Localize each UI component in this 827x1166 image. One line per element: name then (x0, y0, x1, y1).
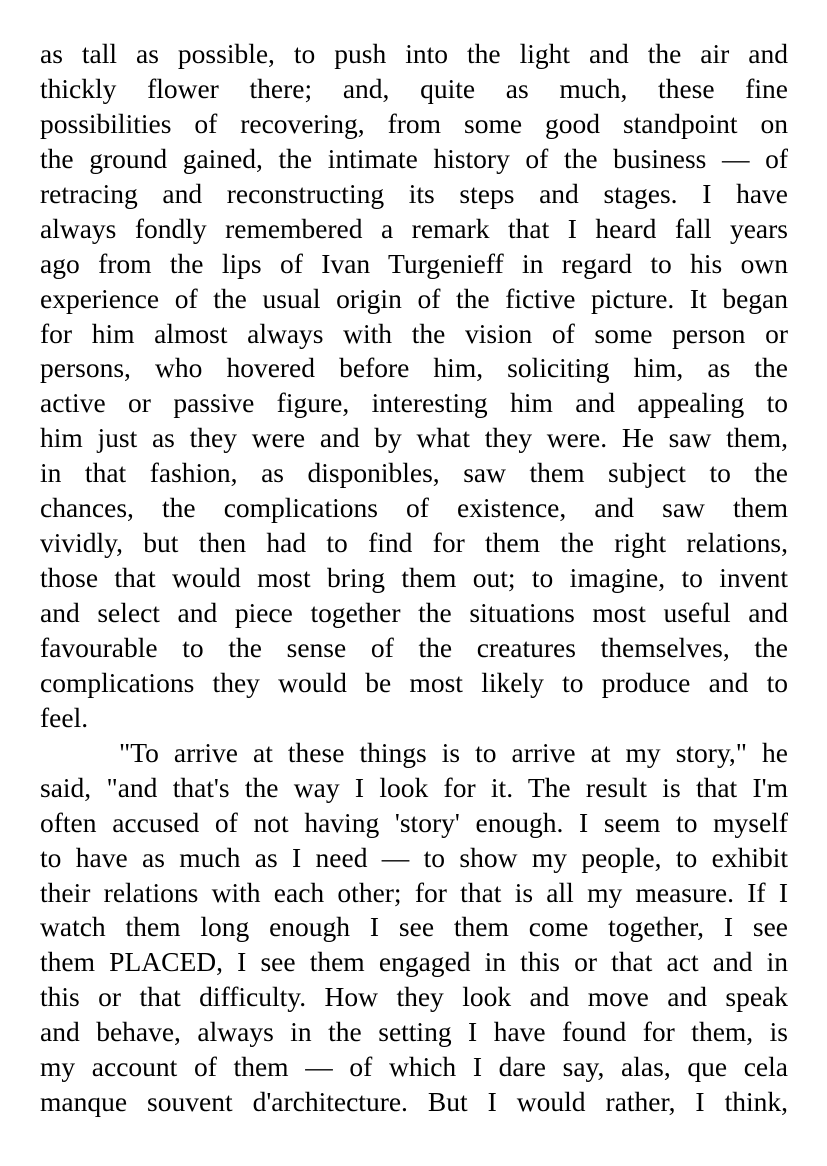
text-line: and select and piece together the situations most useful and (40, 597, 788, 628)
page-body (40, 37, 788, 1120)
text-line: in that fashion, as disponibles, saw them subject to the (40, 457, 788, 489)
text-line: him just as they were and by what they were. He saw them, (40, 422, 788, 454)
text-line: feel. (40, 701, 89, 733)
text-line: complications they would be most likely to produce and to (40, 666, 788, 698)
text-line: said, "and that's the way I look for it. The result is that I'm (40, 771, 788, 803)
text-line: ago from the lips of Ivan Turgenieff in regard to his own (40, 247, 788, 279)
text-line: those that would most bring them out; to imagine, to invent (40, 562, 788, 594)
text-line: the ground gained, the intimate history of the business — of (40, 142, 788, 174)
text-line: my account of them — of which I dare say, alas, que cela (40, 1051, 788, 1083)
text-line: manque souvent d'architecture. But I would rather, I think, (40, 1086, 788, 1118)
text-line: them PLACED, I see them engaged in this or that act and in (40, 946, 788, 978)
text-line: experience of the usual origin of the fictive picture. It began (40, 282, 788, 314)
text-line: always fondly remembered a remark that I heard fall years (40, 212, 788, 244)
text-line: vividly, but then had to find for them the right relations, (40, 527, 788, 559)
text-line: their relations with each other; for that is all my measure. If I (40, 876, 788, 908)
text-line: chances, the complications of existence, and saw them (40, 492, 788, 524)
text-line: watch them long enough I see them come together, I see (40, 911, 788, 943)
text-line: favourable to the sense of the creatures themselves, the (40, 631, 788, 663)
text-line: persons, who hovered before him, soliciting him, as the (40, 352, 788, 384)
text-line: as tall as possible, to push into the light and the air and (40, 38, 788, 69)
text-line: to have as much as I need — to show my people, to exhibit (40, 841, 788, 873)
paragraph-1 (40, 37, 788, 736)
text-line: for him almost always with the vision of some person or (40, 317, 788, 349)
text-line: thickly flower there; and, quite as much, these fine (40, 72, 788, 104)
text-line: often accused of not having 'story' enough. I seem to myself (40, 806, 788, 838)
text-line: and behave, always in the setting I have found for them, is (40, 1016, 788, 1048)
text-line: this or that difficulty. How they look and move and speak (40, 981, 788, 1013)
paragraph-2 (40, 736, 788, 1120)
text-line: possibilities of recovering, from some good standpoint on (40, 107, 788, 139)
text-line: "To arrive at these things is to arrive at my story," he (119, 736, 788, 768)
text-line: active or passive figure, interesting him and appealing to (40, 387, 788, 419)
text-line: retracing and reconstructing its steps and stages. I have (40, 177, 788, 209)
